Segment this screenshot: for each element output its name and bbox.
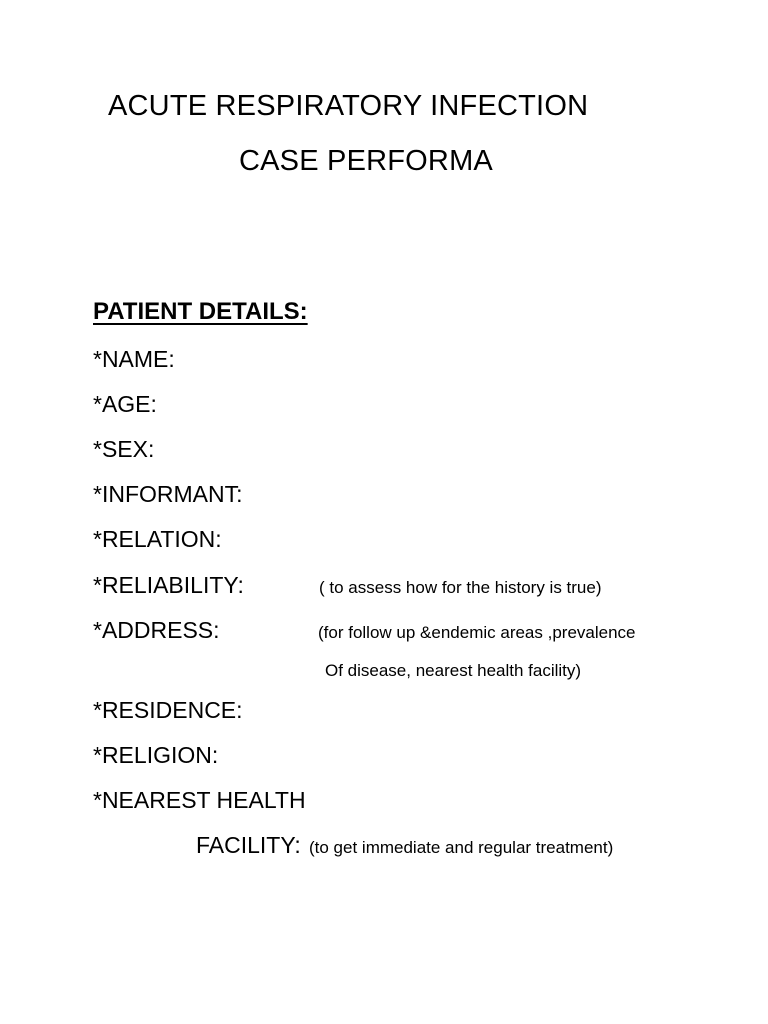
field-address-label: *ADDRESS: (93, 617, 220, 643)
section-heading-patient-details: PATIENT DETAILS: (93, 298, 308, 325)
field-name-label: *NAME: (93, 346, 175, 372)
field-facility-note: (to get immediate and regular treatment) (309, 838, 614, 857)
field-religion-label: *RELIGION: (93, 742, 219, 768)
field-informant-label: *INFORMANT: (93, 481, 243, 507)
field-reliability-label: *RELIABILITY: (93, 572, 244, 598)
field-residence-label: *RESIDENCE: (93, 697, 243, 723)
field-sex-label: *SEX: (93, 436, 155, 462)
document-title-line-1: ACUTE RESPIRATORY INFECTION (108, 90, 589, 122)
field-age-label: *AGE: (93, 391, 157, 417)
document-title-line-2: CASE PERFORMA (239, 145, 493, 177)
field-address-note-line-1: (for follow up &endemic areas ,prevalence (318, 623, 636, 642)
field-facility-label: FACILITY: (196, 832, 301, 858)
field-nearest-health-label: *NEAREST HEALTH (93, 787, 306, 813)
field-address-note-line-2: Of disease, nearest health facility) (325, 661, 582, 680)
field-relation-label: *RELATION: (93, 526, 222, 552)
field-reliability-note: ( to assess how for the history is true) (319, 578, 602, 597)
